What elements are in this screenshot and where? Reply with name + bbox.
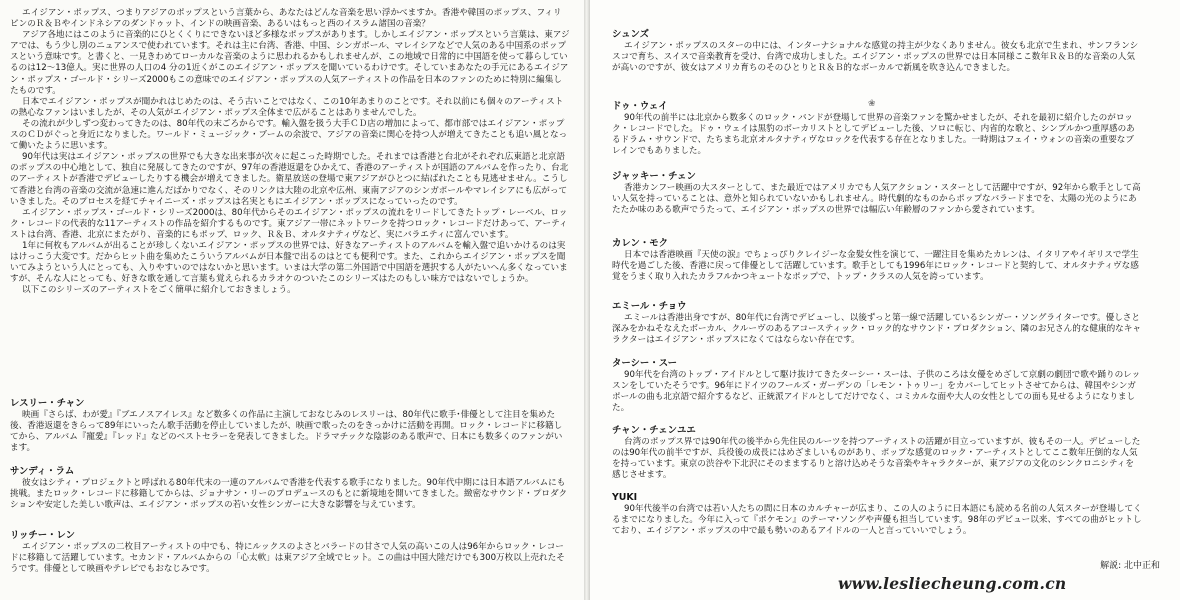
intro-paragraph-5: 90年代は実はエイジアン・ポップスの世界でも大きな出来事が次々に起こった時期でした。それまでは香港と台北がそれぞれ広東語と北京語のポップスの中心地として、独自に発展してきたのですが、97年の香港返還をひかえて、香港のアーティストが国語のアルバムを作ったり、台北のアーティストが香港でデビューしたりする機会が増えてきました。衛星放送の登場で東アジアがひとつに結ばれたことも見逃せません。こうして香港と台湾の音楽の交流が急速に進んだばかりでなく、そのリンクは大陸の北京や広州、東南アジアのシンガポールやマレイシアにも広がっていきました。そのプロセスを経てチャイニーズ・ポップスは名実ともにエイジアン・ポップスになっていったのです。 — [10, 152, 569, 207]
intro-paragraph-1: エイジアン・ポップス、つまりアジアのポップスという言葉から、あなたはどんな音楽を思い浮かべますか。香港や韓国のポップス、フィリピンのＲ＆Ｂやインドネシアのダンドゥット、インドの映画音楽、あるいはもっと西のイスラム諸国の音楽？ — [10, 8, 562, 30]
artist-section-emil-chau — [612, 301, 1142, 346]
left-page — [0, 0, 584, 600]
artist-section-sandy-lam — [10, 466, 570, 511]
artist-section-richie-ren — [10, 530, 570, 575]
artist-description: エイジアン・ポップスの二枚目アーティストの中でも、特にルックスのよさとバラードの甘さで人気の高いこの人は96年からロック・レコードに移籍して活躍しています。セカンド・アルバムからの「心太軟」は東アジア全域でヒット。この曲は中国大陸だけでも300万枚以上売れたそうです。俳優として映画やテレビでもおなじみです。 — [10, 542, 565, 575]
artist-description: エイジアン・ポップスのスターの中には、インターナショナルな感覚の持主が少なくありません。彼女も北京で生まれ、サンフランシスコで育ち、スイスで音楽教育を受け、台湾で成功しました。エイジアン・ポップスの世界では日本同様ここ数年Ｒ＆Ｂ的な音楽の人気が高いのですが、彼女はアメリカ育ちのそのひとりとＲ＆Ｂ的なボーカルで新風を吹き込んできました。 — [612, 41, 1139, 74]
intro-paragraph-6: エイジアン・ポップス・ゴールド・シリーズ2000は、80年代からそのエイジアン・ポップスの流れをリードしてきたトップ・レーベル、ロック・レコードの代表的な11アーティストの作品を紹介するものです。東アジア一帯にネットワークを持つロック・レコードだけあって、アーティストは台湾、香港、北京にまたがり、音楽的にもポップ、ロック、Ｒ＆Ｂ、オルタナティヴなど、実にバラエティに富んでいます。 — [10, 207, 568, 240]
artist-description: 映画『さらば、わが愛』『ブエノスアイレス』など数多くの作品に主演しておなじみのレスリーは、80年代に歌手･俳優として注目を集めた後、香港返還をきらって89年にいったん歌手活動を停止していましたが、映画で歌ったのをきっかけに活動を再開。ロック・レコードに移籍してから、アルバム『寵愛』『レッド』などのベストセラーを発表してきました。ドラマチックな陰影のある歌声で、日本にも数多くのファンがいます。 — [10, 410, 563, 454]
artist-description: 90年代後半の台湾では若い人たちの間に日本のカルチャーが広まり、この人のように日本語にも読める名前の人気スターが登場してくるまでになりました。今年に入って『ポケモン』のテーマ･ソングや声優も担当しています。98年のデビュー以来、すべての曲がヒットしており、エイジアン・ポップスの中で最も勢いのあるアイドルの一人と言っていいでしょう。 — [612, 504, 1142, 537]
artist-description: エミールは香港出身ですが、80年代に台湾でデビューし、以後ずっと第一線で活躍しているシンガー・ソングライターです。優しさと深みをかねそなえたボーカル、クルーヴのあるアコースティック・ロック的なサウンド・プロダクション、隣のお兄さん的な健康的なキャラクターはエイジアン・ポップスになくてはならない存在です。 — [612, 313, 1141, 346]
artist-description: 90年代の前半には北京から数多くのロック・バンドが登場して世界の音楽ファンを驚かせましたが、それを最初に紹介したのがロック・レコードでした。ドゥ・ウェイは黒豹のボーカリストとしてデビューした後、ソロに転じ、内省的な歌と、シンプルかつ重厚感のあるドラム・サウンドで、たちまち北京オルタナティヴなロックを代表する存在となりました。一時期はフェイ・ウォンの音楽の重要なブレインでもありました。 — [612, 113, 1135, 157]
left-page-body — [10, 8, 570, 296]
intro-paragraph-3: 日本でエイジアン・ポップスが聞かれはじめたのは、そう古いことではなく、この10年あまりのことです。それ以前にも個々のアーティストの熱心なファンはいましたが、その人気がエイジアン・ポップス全体まで広がることはありませんでした。 — [10, 96, 564, 118]
flower-ornament-icon: ❀ — [868, 99, 876, 109]
artist-section-shunza — [612, 29, 1142, 74]
artist-section-leslie-cheung — [10, 398, 570, 454]
artist-name: カレン・モク — [612, 238, 669, 249]
artist-section-yuki — [612, 492, 1142, 537]
artist-name: ドゥ・ウェイ — [612, 101, 668, 112]
artist-name: エミール・チョウ — [612, 301, 687, 312]
artist-name: ジャッキー・チェン — [612, 171, 696, 182]
artist-name: シュンズ — [612, 29, 650, 40]
artist-name: レスリー・チャン — [10, 398, 85, 409]
right-page — [590, 0, 1180, 600]
artist-section-karen-mok — [612, 238, 1142, 283]
artist-section-chang-chen-yue — [612, 425, 1142, 481]
artist-name: YUKI — [612, 492, 638, 503]
site-watermark: www.lesliecheung.com.cn — [838, 574, 1067, 593]
artist-description: 日本では香港映画『天使の涙』でちょっぴりクレイジーな金髪女性を演じて、一躍注目を集めたカレンは、イタリアやイギリスで学生時代を過ごした後、香港に戻って俳優として活躍しています。歌手としても1996年にロック・レコードと契約して、オルタナティヴな感覚をうまく取り入れたカラフルかつキュートなポップで、トップ・クラスの人気を誇っています。 — [612, 250, 1139, 283]
intro-paragraph-7: 1年に何枚もアルバムが出ることが珍しくないエイジアン・ポップスの世界では、好きなアーティストのアルバムを輸入盤で追いかけるのは実はけっこう大変です。だからヒット曲を集めたこういうアルバムが日本盤で出るのはとても便利です。また、これからエイジアン・ポップスを聞いてみようという人にとっても、入りやすいのではないかと思います。いまは大学の第二外国語で中国語を選択する人がたいへん多くなっていますが、そんな人にとっても、好きな歌を通して言葉も覚えられるカラオケのついたこのシリーズはたのもしい味方ではないでしょうか。 — [10, 240, 568, 285]
artist-name: チャン・チェンユエ — [612, 425, 696, 436]
artist-description: 台湾のポップス界では90年代の後半から先住民のルーツを持つアーティストの活躍が目立っていますが、彼もその一人。デビューしたのは90年代の前半ですが、兵役後の成長にはめざましいものがあり、ポップな感覚のロック・アーティストとしてここ数年圧倒的な人気を持っています。東京の渋谷や下北沢にそのままするりと溶け込めそうな音楽やキャラクターが、東アジアの文化のシンクロニシティを感じさせます。 — [612, 437, 1141, 481]
artist-name: ターシー・スー — [612, 358, 677, 369]
artist-description: 90年代を台湾のトップ・アイドルとして駆け抜けてきたターシー・スーは、子供のころは女優をめざして京劇の劇団で歌や踊りのレッスンをしていたそうです。96年にドイツのフールズ・ガーデンの「レモン・トゥリー」をカバーしてヒットさせてからは、韓国やシンガポールの曲も北京語で紹介するなど、正統派アイドルとしてだけでなく、コミカルな面や大人の女性としての面も見せるようになりました。 — [612, 370, 1141, 414]
artist-section-dou-wei — [612, 101, 1142, 157]
artist-name: サンディ・ラム — [10, 466, 75, 477]
intro-paragraph-8: 以下このシリーズのアーティストをごく簡単に紹介しておきましょう。 — [22, 285, 296, 296]
artist-section-jackie-chan — [612, 171, 1142, 216]
artist-name: リッチー・レン — [10, 530, 76, 541]
commentary-credit: 解説: 北中正和 — [1100, 561, 1160, 571]
artist-description: 彼女はシティ・プロジェクトと呼ばれる80年代末の一連のアルバムで香港を代表する歌手になりました。90年代中期には日本語アルバムにも挑戦。またロック・レコードに移籍してからは、ジョナサン・リーのプロデュースのもとに新境地を開いてきました。緻密なサウンド・プロダクションや安定した美しい歌声は、エイジアン・ポップスの若い女性シンガーに大きな影響を与えています。 — [10, 478, 568, 511]
artist-section-terry-hsu — [612, 358, 1142, 414]
artist-description: 香港カンフー映画の大スターとして、また最近ではアメリカでも人気アクション・スターとして活躍中ですが、92年から歌手として高い人気を持っていることは、意外と知られていないかもしれません。時代劇的なものからポップなバラードまでを、太陽の光のようにあたたか味のある歌声でうたって、エイジアン・ポップスの世界では幅広い年齢層のファンから愛されています。 — [612, 183, 1141, 216]
intro-paragraph-2: アジア各地にはこのように音楽的にひとくくりにできないほど多様なポップスがあります。しかしエイジアン・ポップスという言葉は、東アジアでは、もう少し別のニュアンスで使われています。それは主に台湾、香港、中国、シンガポール、マレイシアなどで人気のある中国系のポップスという意味です。と書くと、一見きわめてローカルな音楽のように思われるかもしれませんが、この地域で日常的に中国語を使って暮らしているのは12〜13億人。実に世界の人口の4 分の1近くがこのエイジアン・ポップスを聞いているわけです。そしていまあなたの手元にあるエイジアン・ポップス・ゴールド・シリーズ2000もこの意味でのエイジアン・ポップスの人気アーティストの作品を日本のファンのために特別に編集したものです。 — [10, 30, 570, 96]
intro-paragraph-4: その流れが少しずつ変わってきたのは、80年代の末ごろからです。輸入盤を扱う大手ＣＤ店の増加によって、都市部ではエイジアン・ポップスのＣＤがぐっと身近になりました。ワールド・ミュージック・ブームの余波で、アジアの音楽に関心を持つ人が増えてきたことも追い風となって働いたように思います。 — [10, 118, 568, 152]
